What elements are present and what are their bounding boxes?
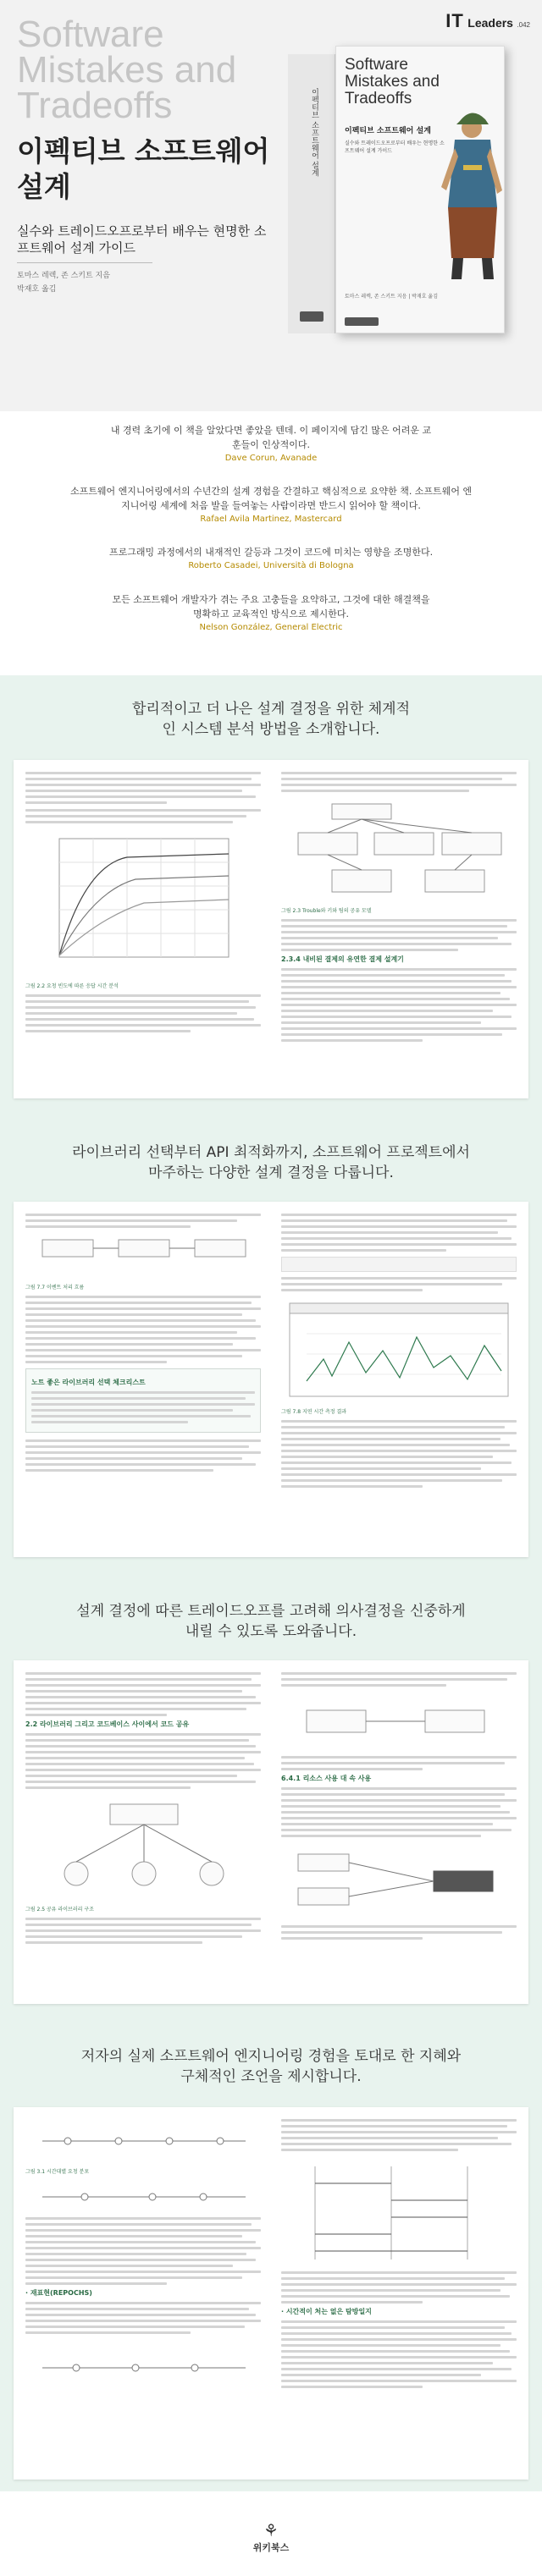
english-title: Software Mistakes and Tradeoffs bbox=[17, 14, 237, 126]
feature-section-4 bbox=[0, 2023, 542, 2491]
timeline-diagram-icon bbox=[25, 2119, 261, 2161]
section-headline: 합리적이고 더 나은 설계 결정을 위한 체계적인 시스템 분석 방법을 소개합니다. bbox=[131, 701, 411, 738]
section-headline: 설계 결정에 따른 트레이드오프를 고려해 의사결정을 신중하게 내릴 수 있도록 도와줍니다. bbox=[76, 1603, 466, 1640]
feature-section-1 bbox=[0, 675, 542, 1117]
chart-figure-icon bbox=[25, 832, 261, 976]
review-quotes bbox=[0, 411, 542, 675]
node-diagram-icon bbox=[281, 1846, 517, 1922]
title-divider bbox=[17, 262, 152, 263]
publisher-mark-icon: ⚘ bbox=[263, 2520, 279, 2540]
page-left-column bbox=[25, 2119, 261, 2397]
sample-page bbox=[14, 760, 528, 1098]
review-quote: 소프트웨어 엔지니어링에서의 수년간의 설계 경험을 간결하고 핵심적으로 요약한 책. 소프트웨어 엔지니어링 세계에 처음 발을 들여놓는 사람이라면 반드시 읽어야 할 책이다. Rafael Avila Martinez, Mastercard bbox=[69, 486, 473, 524]
note-box bbox=[25, 1368, 261, 1433]
diagram-figure-icon bbox=[281, 799, 517, 900]
book-subtitle: 실수와 트레이드오프로부터 배우는 현명한 소프트웨어 설계 가이드 bbox=[17, 223, 267, 256]
page-subheading: · 시간적이 처는 없은 탐방일지 bbox=[281, 2308, 372, 2315]
cover-publisher-logo-icon bbox=[345, 317, 379, 326]
page-subheading: 2.3.4 내비된 결제의 유연한 결제 설계기 bbox=[281, 955, 404, 963]
page-right-column bbox=[281, 1672, 517, 1943]
book-cover-image bbox=[288, 46, 505, 333]
page-subheading: · 재표현(REPOCHS) bbox=[25, 2289, 92, 2297]
review-quote: 내 경력 초기에 이 책을 알았다면 좋았을 텐데. 이 페이지에 담긴 많은 어려운 교훈들이 인상적이다. Dave Corun, Avanade bbox=[110, 425, 432, 463]
page-right-column bbox=[281, 772, 517, 1045]
shared-library-diagram-icon bbox=[25, 1797, 261, 1899]
feature-section-2 bbox=[0, 1117, 542, 1576]
service-diagram-icon bbox=[281, 1693, 517, 1753]
figure-caption: 그림 7.7 이벤트 처리 흐름 bbox=[25, 1285, 85, 1291]
page-right-column bbox=[281, 2119, 517, 2392]
code-block bbox=[281, 1257, 517, 1272]
feature-section-3 bbox=[0, 1576, 542, 2023]
figure-caption: 그림 2.3 Trouble와 키와 팀의 공유 모델 bbox=[281, 908, 372, 914]
review-quote: 프로그래밍 과정에서의 내재적인 갈등과 그것이 코드에 미치는 영향을 조명한다. Roberto Casadei, Università di Bologna bbox=[108, 547, 434, 570]
figure-caption: 그림 2.2 요청 빈도에 따른 응답 시간 분석 bbox=[25, 983, 119, 989]
sample-page bbox=[14, 1660, 528, 2004]
figure-caption: 그림 7.8 지연 시간 측정 결과 bbox=[281, 1409, 347, 1415]
flow-diagram-icon bbox=[25, 1235, 261, 1277]
cover-illustration-icon bbox=[429, 106, 502, 283]
figure-caption: 그림 3.1 시간대별 요청 분포 bbox=[25, 2169, 90, 2175]
publisher-logo-icon bbox=[300, 311, 324, 322]
book-spine: 이펙티브 소프트웨어 설계 bbox=[288, 54, 335, 333]
timeline-diagram-icon bbox=[25, 2342, 261, 2393]
sample-page bbox=[14, 2107, 528, 2480]
section-headline: 라이브러리 선택부터 API 최적화까지, 소프트웨어 프로젝트에서 마주하는 다양한 설계 결정을 다룹니다. bbox=[72, 1144, 470, 1181]
page-footer bbox=[0, 2491, 542, 2576]
series-badge: IT Leaders .042 bbox=[445, 10, 530, 31]
page-left-column bbox=[25, 1214, 261, 1475]
book-author: 토마스 레렉, 존 스키트 지음 bbox=[17, 272, 110, 280]
book-translator: 박재호 옮김 bbox=[17, 285, 57, 294]
book-front-cover: Software Mistakes and Tradeoffs 이펙티브 소프트웨어 설계 실수와 트레이드오프로부터 배우는 현명한 소프트웨어 설계 가이드 토마스 레렉, 존 스키트 지음 | 박재호 옮김 bbox=[335, 46, 505, 333]
figure-caption: 그림 2.5 공유 라이브러리 구조 bbox=[25, 1907, 94, 1913]
sequence-diagram-icon bbox=[281, 2158, 517, 2268]
page-left-column bbox=[25, 1672, 261, 1947]
hero-banner bbox=[0, 0, 542, 411]
korean-title: 이펙티브 소프트웨어 설계 bbox=[17, 135, 270, 203]
page-subheading: 6.4.1 리소스 사용 대 속 사용 bbox=[281, 1775, 372, 1782]
section-headline: 저자의 실제 소프트웨어 엔지니어링 경험을 토대로 한 지혜와 구체적인 조언을 제시합니다. bbox=[80, 2048, 462, 2085]
timeline-diagram-icon bbox=[25, 2180, 261, 2214]
publisher-logo: ⚘ 위키북스 bbox=[0, 2520, 542, 2554]
page-subheading: 2.2 라이브러리 그리고 코드베이스 사이에서 코드 공유 bbox=[25, 1720, 190, 1728]
page-left-column bbox=[25, 772, 261, 1036]
page-right-column bbox=[281, 1214, 517, 1491]
review-quote: 모든 소프트웨어 개발자가 겪는 주요 고충들을 요약하고, 그것에 대한 해결책을 명확하고 교육적인 방식으로 제시한다. Nelson González, General Electric bbox=[112, 594, 430, 632]
chart-figure-icon bbox=[281, 1300, 517, 1401]
note-heading: 노트 좋은 라이브러리 선택 체크리스트 bbox=[31, 1379, 146, 1386]
sample-page bbox=[14, 1202, 528, 1557]
